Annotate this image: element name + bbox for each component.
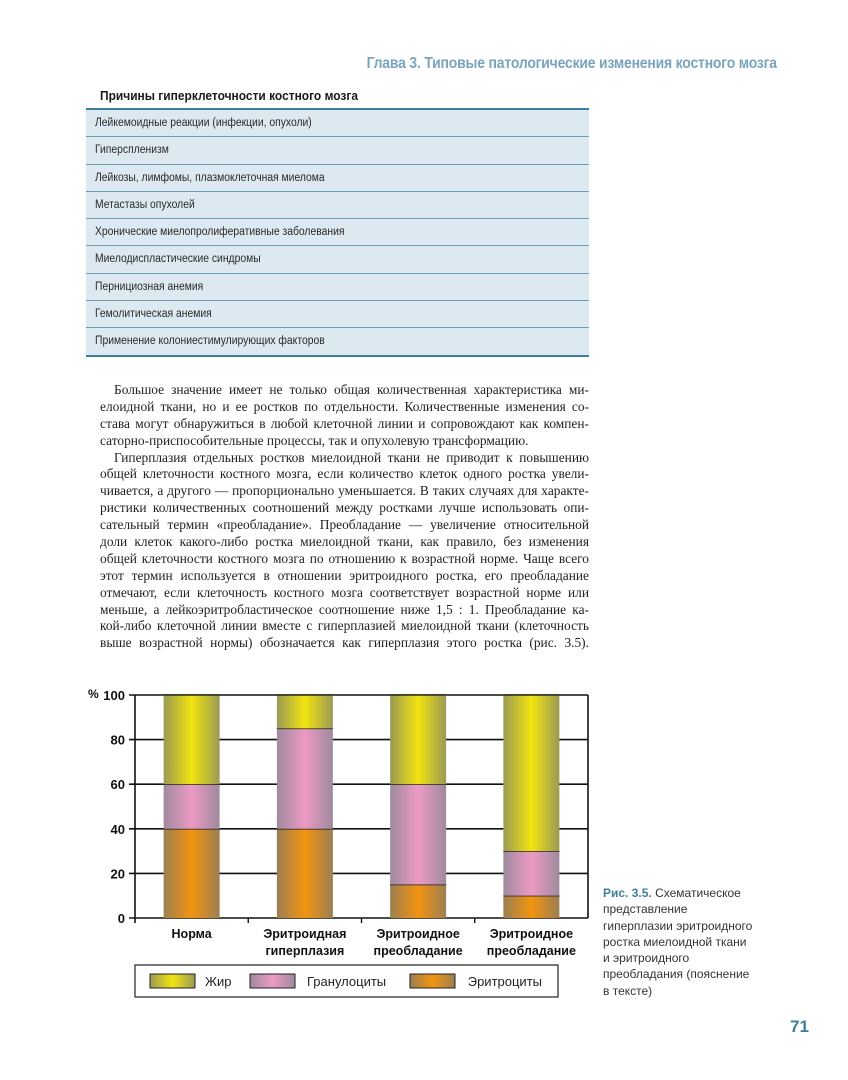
bar-segment-Гранулоциты [503, 851, 559, 896]
text-line: ристики количественных соотношений между ростками лучше использовать опи- [100, 500, 589, 516]
y-tick-label: 80 [110, 732, 125, 748]
legend-swatch [250, 974, 295, 988]
text-line: общей клеточности костного мозга, если количество клеток одного ростка увели- [100, 466, 589, 482]
bar-segment-Жир [503, 695, 559, 851]
x-category-label: преобладание [373, 944, 463, 958]
bar-segment-Гранулоциты [390, 784, 446, 884]
table-row [86, 218, 589, 245]
x-category-label: Эритроидное [376, 927, 460, 941]
paragraph [100, 450, 589, 653]
causes-table [86, 108, 589, 357]
caption-line: ростка миелоидной ткани [603, 934, 747, 949]
caption-line: Схематическое [655, 886, 741, 900]
table-cell: Метастазы опухолей [95, 198, 195, 211]
body-text [100, 382, 589, 652]
bar-segment-Эритроциты [277, 829, 333, 918]
text-line: Гиперплазия отдельных ростков миелоидной ткани не приводит к повышению [114, 449, 589, 465]
legend-label: Гранулоциты [307, 974, 387, 989]
stacked-bar-chart [80, 680, 600, 1010]
y-tick-label: 40 [110, 821, 125, 837]
legend-swatch [150, 974, 195, 988]
table-cell: Пернициозная анемия [95, 280, 204, 293]
table-row [86, 273, 589, 300]
table-cell: Применение колониестимулирующих факторов [95, 335, 325, 348]
caption-line: преобладания (пояснение [603, 967, 750, 982]
bar-segment-Эритроциты [390, 885, 446, 918]
text-line: выше возрастной нормы) обозначается как гиперплазия этого ростка (рис. 3.5). [100, 635, 589, 651]
text-line: става могут обнаружиться в любой клеточной линии и сопровождают как компен- [100, 415, 589, 431]
x-category-label: Эритроидное [489, 927, 574, 941]
table-row [86, 300, 589, 327]
table-row [86, 136, 589, 163]
caption-line: в тексте) [603, 983, 653, 998]
x-category-label: Норма [171, 927, 212, 941]
legend-label: Эритроциты [467, 974, 542, 989]
table-row [86, 191, 589, 218]
bar-segment-Эритроциты [164, 829, 220, 918]
text-line: саторно-приспособительные процессы, так и опухолевую трансформацию. [100, 432, 529, 448]
text-line: этот термин используется в отношении эритроидного ростка, его преобладание [100, 567, 589, 583]
table-cell: Гиперспленизм [95, 144, 169, 157]
text-line: доли клеток какого-либо ростка миелоидной ткани, как правило, без изменения [100, 534, 589, 550]
table-cell: Лейкемоидные реакции (инфекции, опухоли) [95, 117, 312, 129]
chapter-header: Глава 3. Типовые патологические изменения костного мозга [366, 55, 777, 72]
y-tick-label: 60 [110, 777, 125, 793]
bar-segment-Эритроциты [503, 896, 559, 918]
text-line: Большое значение имеет не только общая количественная характеристика ми- [114, 382, 589, 397]
text-line: чивается, а другого — пропорционально уменьшается. В таких случаях для характе- [100, 483, 589, 499]
page-number: 71 [790, 1017, 809, 1036]
bar-segment-Гранулоциты [164, 784, 220, 829]
text-line: меньше, а лейкоэритробластическое соотношение ниже 1,5 : 1. Преобладание ка- [100, 601, 589, 617]
table-cell: Гемолитическая анемия [95, 308, 212, 321]
y-axis-label: % [88, 687, 99, 701]
y-tick-label: 100 [103, 688, 125, 703]
caption-line: и эритроидного [603, 951, 690, 966]
caption-line: представление [603, 902, 688, 917]
x-category-label: преобладание [486, 944, 576, 958]
table-cell: Миелодиспластические синдромы [95, 253, 261, 266]
y-tick-label: 0 [117, 911, 125, 926]
table-cell: Лейкозы, лимфомы, плазмоклеточная миелома [95, 171, 325, 184]
table-title: Причины гиперклеточности костного мозга [100, 88, 358, 103]
caption-line: гиперплазии эритроидного [603, 918, 753, 933]
table-row [86, 327, 589, 354]
figure-label: Рис. 3.5. [603, 886, 652, 900]
table-row [86, 245, 589, 272]
x-category-label: гиперплазия [265, 944, 345, 958]
bar-segment-Гранулоциты [277, 728, 333, 828]
text-line: отмечают, если клеточность костного мозга соответствует возрастной норме или [100, 584, 589, 600]
x-category-label: Эритроидная [263, 927, 347, 941]
table-row [86, 110, 589, 136]
legend-label: Жир [205, 974, 232, 989]
table-row [86, 164, 589, 191]
bar-segment-Жир [164, 695, 220, 784]
legend-swatch [410, 974, 455, 988]
bar-segment-Жир [277, 695, 333, 728]
bar-segment-Жир [390, 695, 446, 784]
text-line: елоидной ткани, но и ее ростков по отдельности. Количественные изменения со- [100, 398, 589, 414]
text-line: общей клеточности костного мозга по отношению к возрастной норме. Чаще всего [100, 550, 589, 566]
text-line: кой-либо клеточной линии вместе с гиперплазией миелоидной ткани (клеточность [100, 618, 589, 634]
text-line: сательный термин «преобладание». Преобладание — увеличение относительной [100, 517, 589, 533]
paragraph [100, 382, 589, 450]
y-tick-label: 20 [110, 866, 125, 882]
table-cell: Хронические миелопролиферативные заболевания [95, 226, 345, 239]
figure-caption [603, 885, 793, 999]
